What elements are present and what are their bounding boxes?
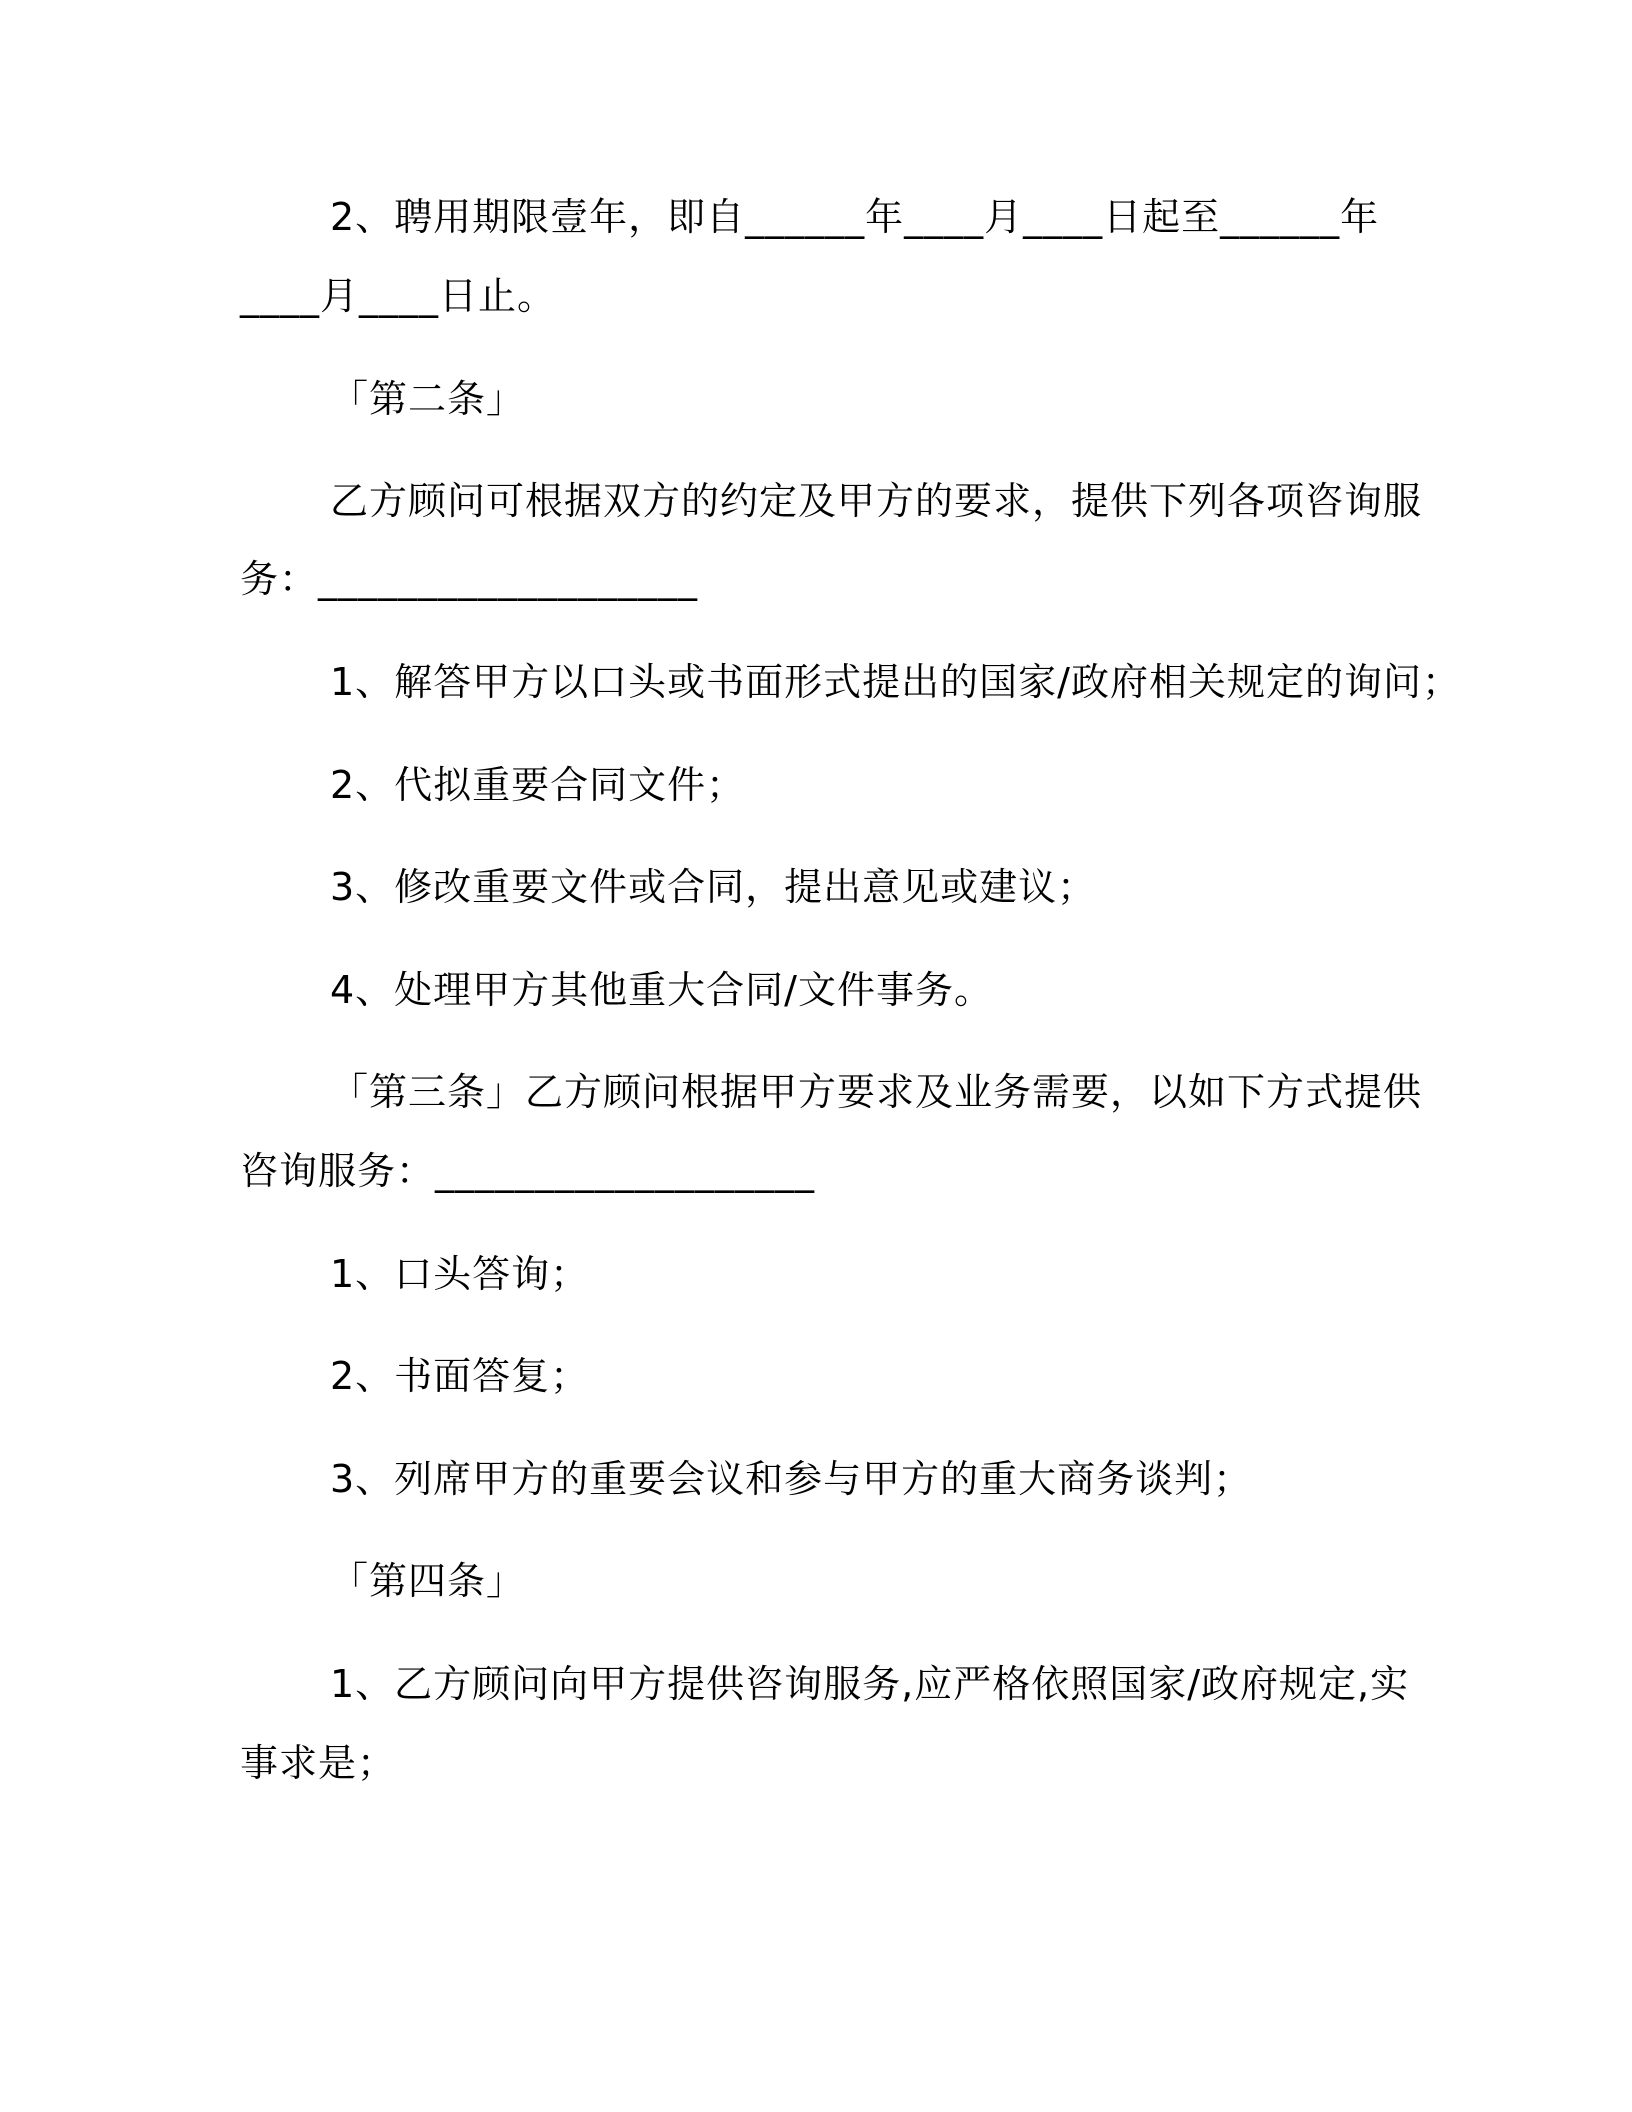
- article-3-item-2: 2、书面答复；: [330, 1354, 590, 1398]
- article-2-intro-line-2: 务：___________________: [240, 557, 699, 601]
- article-3-line-2: 咨询服务：___________________: [240, 1149, 816, 1193]
- article-2-item-1: 1、解答甲方以口头或书面形式提出的国家/政府相关规定的询问；: [330, 660, 1461, 704]
- article-3-line-1: 「第三条」乙方顾问根据甲方要求及业务需要，以如下方式提供: [330, 1070, 1423, 1114]
- article-2-item-4: 4、处理甲方其他重大合同/文件事务。: [330, 968, 993, 1012]
- article-4-item-1-line-2: 事求是；: [240, 1741, 397, 1785]
- article-4-heading: 「第四条」: [330, 1559, 526, 1603]
- article-3-item-3: 3、列席甲方的重要会议和参与甲方的重大商务谈判；: [330, 1457, 1253, 1501]
- article-2-item-2: 2、代拟重要合同文件；: [330, 763, 746, 807]
- article-3-item-1: 1、口头答询；: [330, 1252, 590, 1296]
- article-2-intro-line-1: 乙方顾问可根据双方的约定及甲方的要求，提供下列各项咨询服: [330, 479, 1423, 523]
- article-2-heading: 「第二条」: [330, 377, 526, 421]
- term-clause-2-line-2: ____月____日止。: [240, 274, 557, 318]
- term-clause-2-line-1: 2、聘用期限壹年，即自______年____月____日起至______年: [330, 195, 1380, 239]
- article-4-item-1-line-1: 1、乙方顾问向甲方提供咨询服务,应严格依照国家/政府规定,实: [330, 1662, 1410, 1706]
- article-2-item-3: 3、修改重要文件或合同，提出意见或建议；: [330, 865, 1097, 909]
